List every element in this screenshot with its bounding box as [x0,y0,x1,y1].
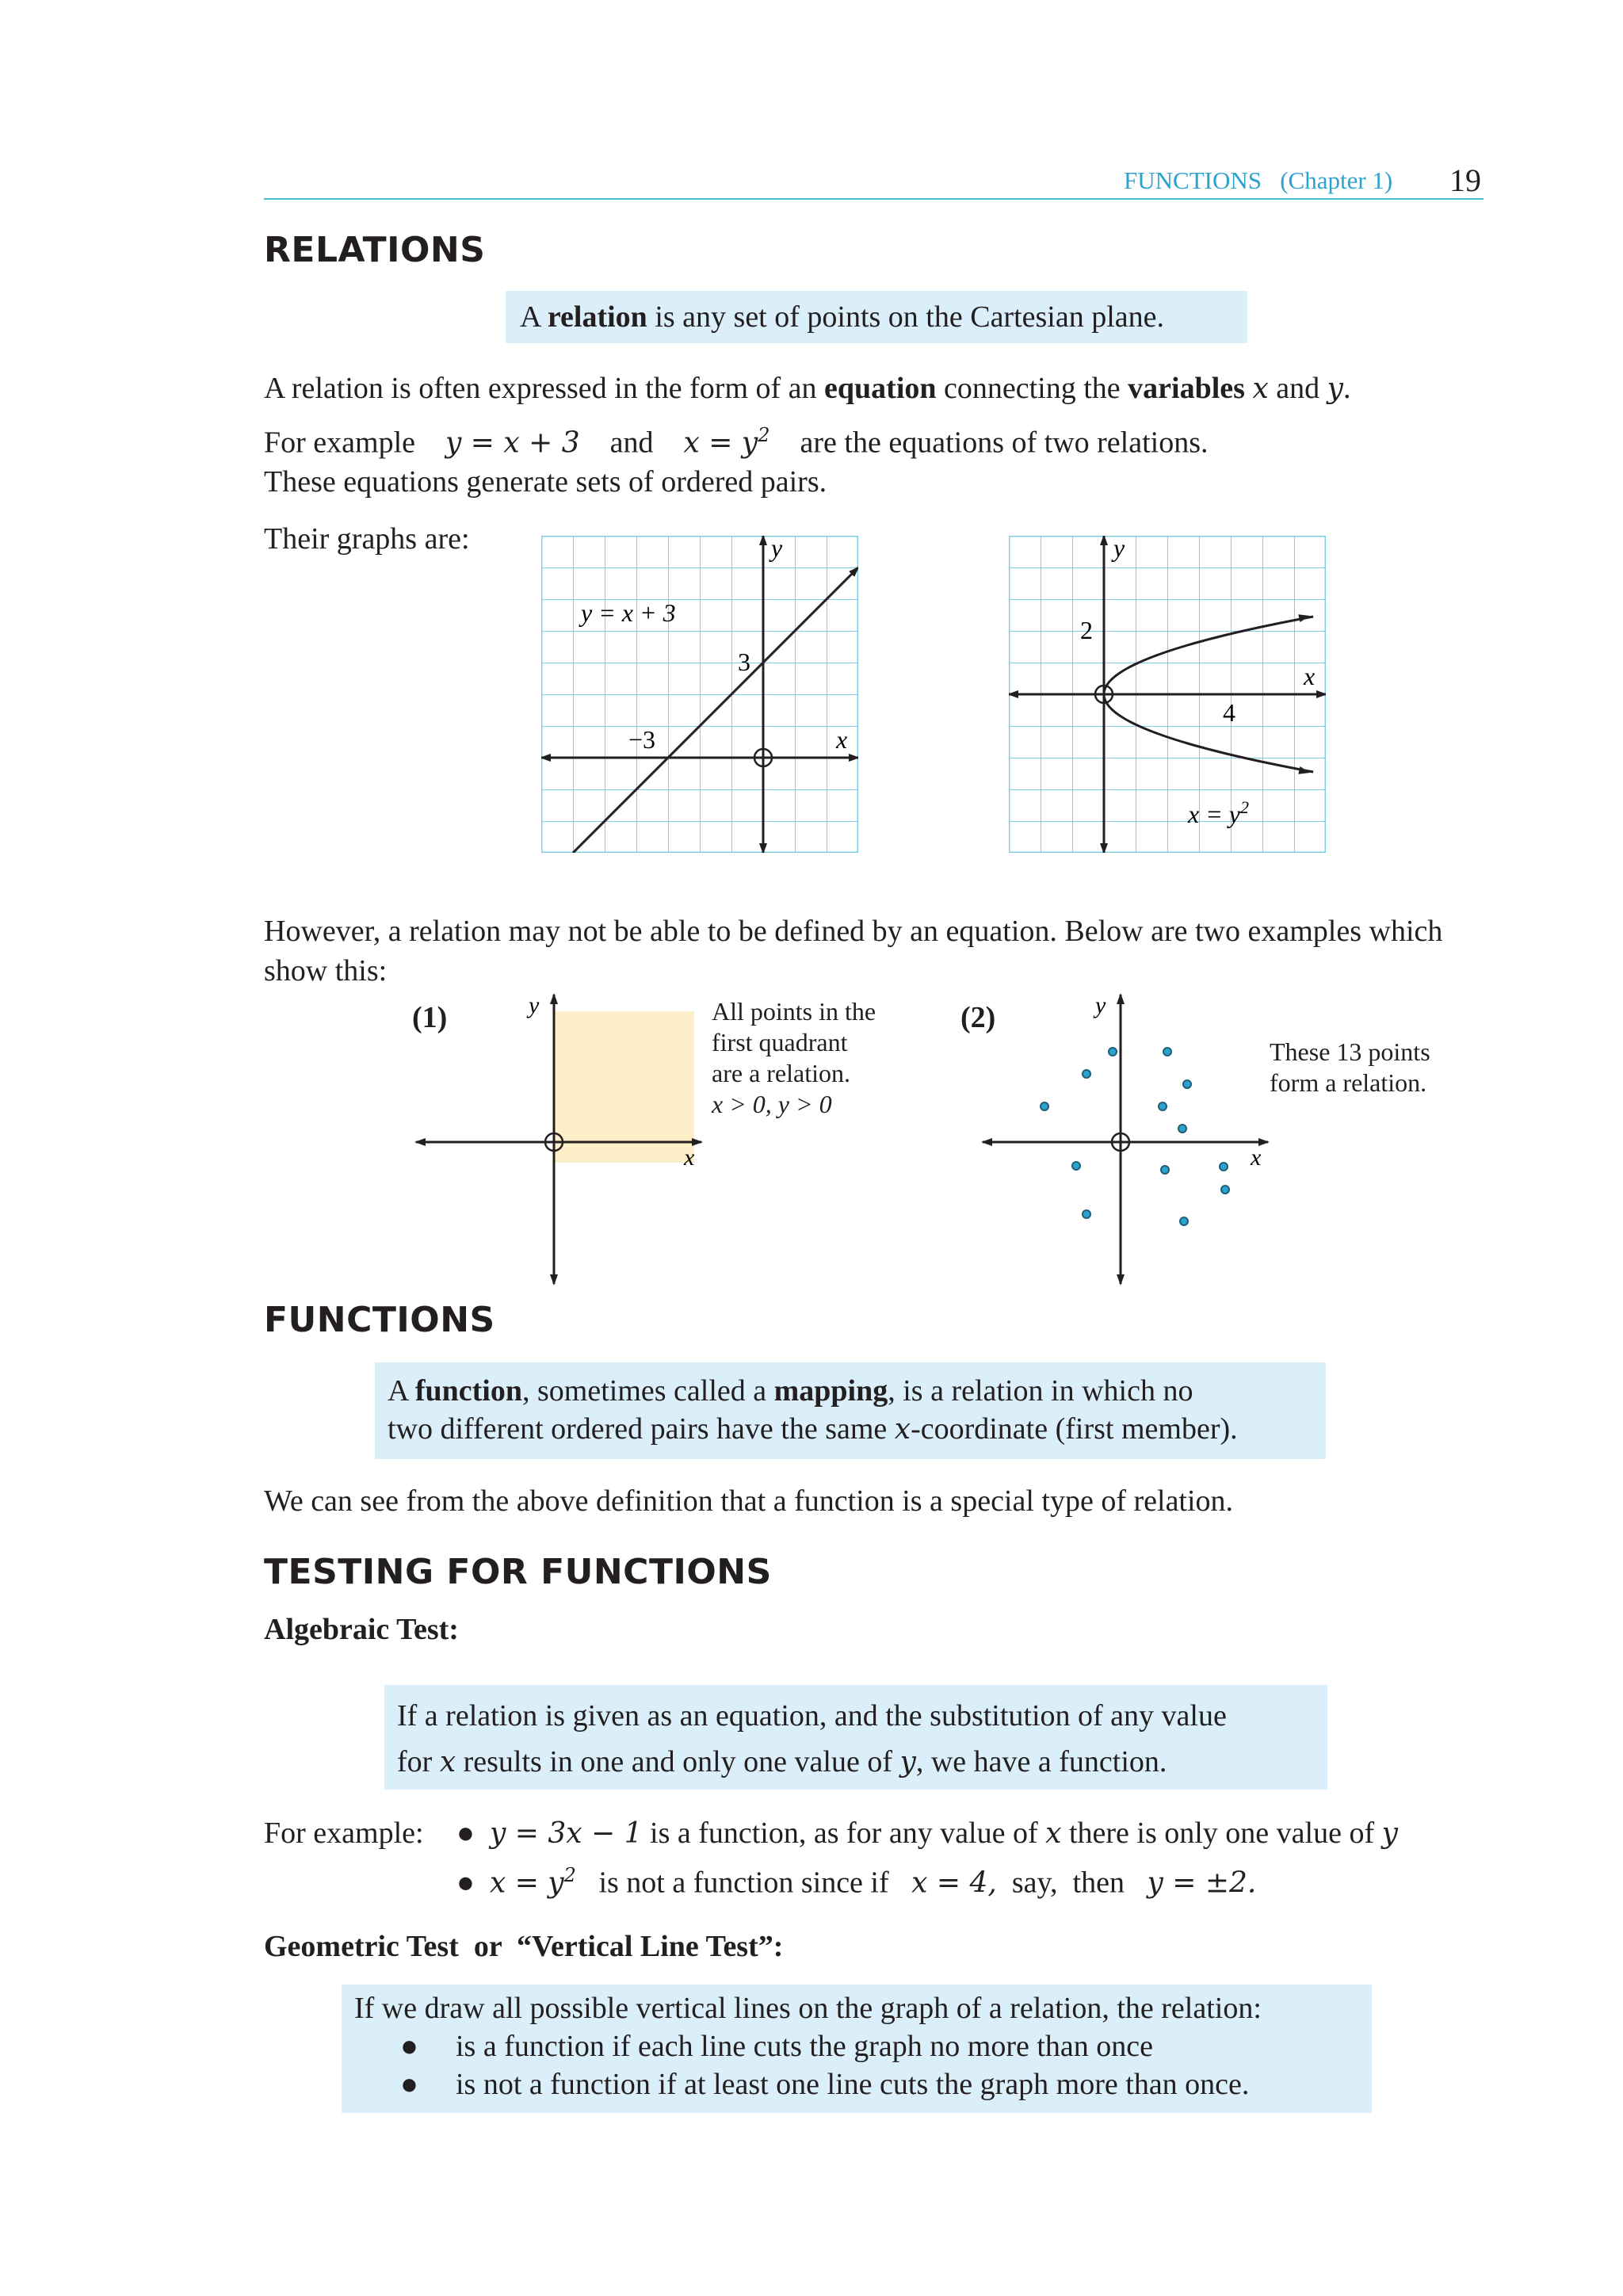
y-axis-label: y [1095,992,1106,1018]
point [1041,1102,1048,1110]
relation-paragraph-2: For example y = x + 3 and $x = y^2$ are the equations of two relations. [264,424,1209,460]
page-number: 19 [1449,162,1481,198]
x-tick-label: 4 [1223,698,1235,727]
point [1159,1102,1167,1110]
however-paragraph: However, a relation may not be able to be defined by an equation. Below are two examples which show this: [264,915,1443,988]
scatter-diagram [975,991,1276,1292]
x-axis-label: x [1304,662,1316,690]
graph-parabola [1009,536,1326,853]
relation-paragraph-1: A relation is often expressed in the form of an equation connecting the variables x and y. [264,372,1351,405]
example-2-note: These 13 points form a relation. [1270,1037,1430,1097]
x-intercept-label: −3 [628,725,656,754]
example-bullet-2: ● $x = y^2$ is not a function since if x = 4, say, then y = ±2. [456,1864,1257,1900]
point [1220,1163,1228,1171]
relation-definition-box: A relation is any set of points on the Cartesian plane. [506,291,1247,343]
section-heading-testing: TESTING FOR FUNCTIONS [264,1552,772,1592]
y-tick-label: 2 [1080,616,1093,644]
point [1178,1125,1186,1133]
quadrant-diagram [408,991,709,1292]
point [1109,1048,1117,1056]
y-axis-label: y [529,992,540,1018]
example-2-label: (2) [960,1001,996,1034]
equation-label: $x = y^2$ [1188,797,1249,828]
section-heading-functions: FUNCTIONS [264,1300,495,1340]
running-head [1124,166,1392,195]
graph-line [541,536,858,853]
equation-label: y = x + 3 [581,598,676,627]
grid [541,536,858,853]
y-intercept-label: 3 [738,648,750,676]
for-example-label: For example: [264,1817,424,1850]
example-1-note: All points in the first quadrant are a relation. x > 0, y > 0 [712,997,876,1118]
x-axis-label: x [684,1144,695,1171]
x-axis-label: x [836,725,848,754]
point [1161,1166,1169,1174]
example-1-label: (1) [412,1001,448,1034]
point [1072,1162,1080,1170]
point [1163,1048,1171,1056]
point [1180,1217,1188,1225]
example-bullet-1: ● y = 3x − 1 is a function, as for any value of x there is only one value of y [456,1817,1398,1850]
point [1183,1080,1191,1088]
chapter-ref: (Chapter 1) [1280,166,1393,194]
section-heading-relations: RELATIONS [264,230,486,270]
function-note: We can see from the above definition that a function is a special type of relation. [264,1484,1234,1518]
algebraic-test-box: If a relation is given as an equation, and the substitution of any value for x results in one and only one value of y, we have a function. [384,1685,1327,1790]
relation-paragraph-3: These equations generate sets of ordered pairs. [264,465,827,499]
function-definition-box: A function, sometimes called a mapping, is a relation in which no two different ordered pairs have the same x-coordinate (first member). [375,1362,1326,1459]
y-axis-label: y [1113,536,1125,562]
scatter-points [1041,1048,1229,1225]
y-axis-label: y [771,536,783,562]
geometric-test-title: Geometric Test or “Vertical Line Test”: [264,1930,784,1963]
graphs-intro: Their graphs are: [264,522,470,556]
point [1083,1070,1090,1078]
header-rule [264,198,1484,200]
x-axis-label: x [1251,1144,1262,1171]
chapter-title: FUNCTIONS [1124,166,1262,194]
first-quadrant-region [554,1011,694,1163]
point [1083,1210,1090,1218]
point [1221,1186,1229,1194]
geometric-test-box: If we draw all possible vertical lines on the graph of a relation, the relation: ● is a function if each line cuts the graph no more than once ● is not a function if at least one line cuts the graph more than once. [342,1985,1372,2113]
algebraic-test-title: Algebraic Test: [264,1613,459,1646]
